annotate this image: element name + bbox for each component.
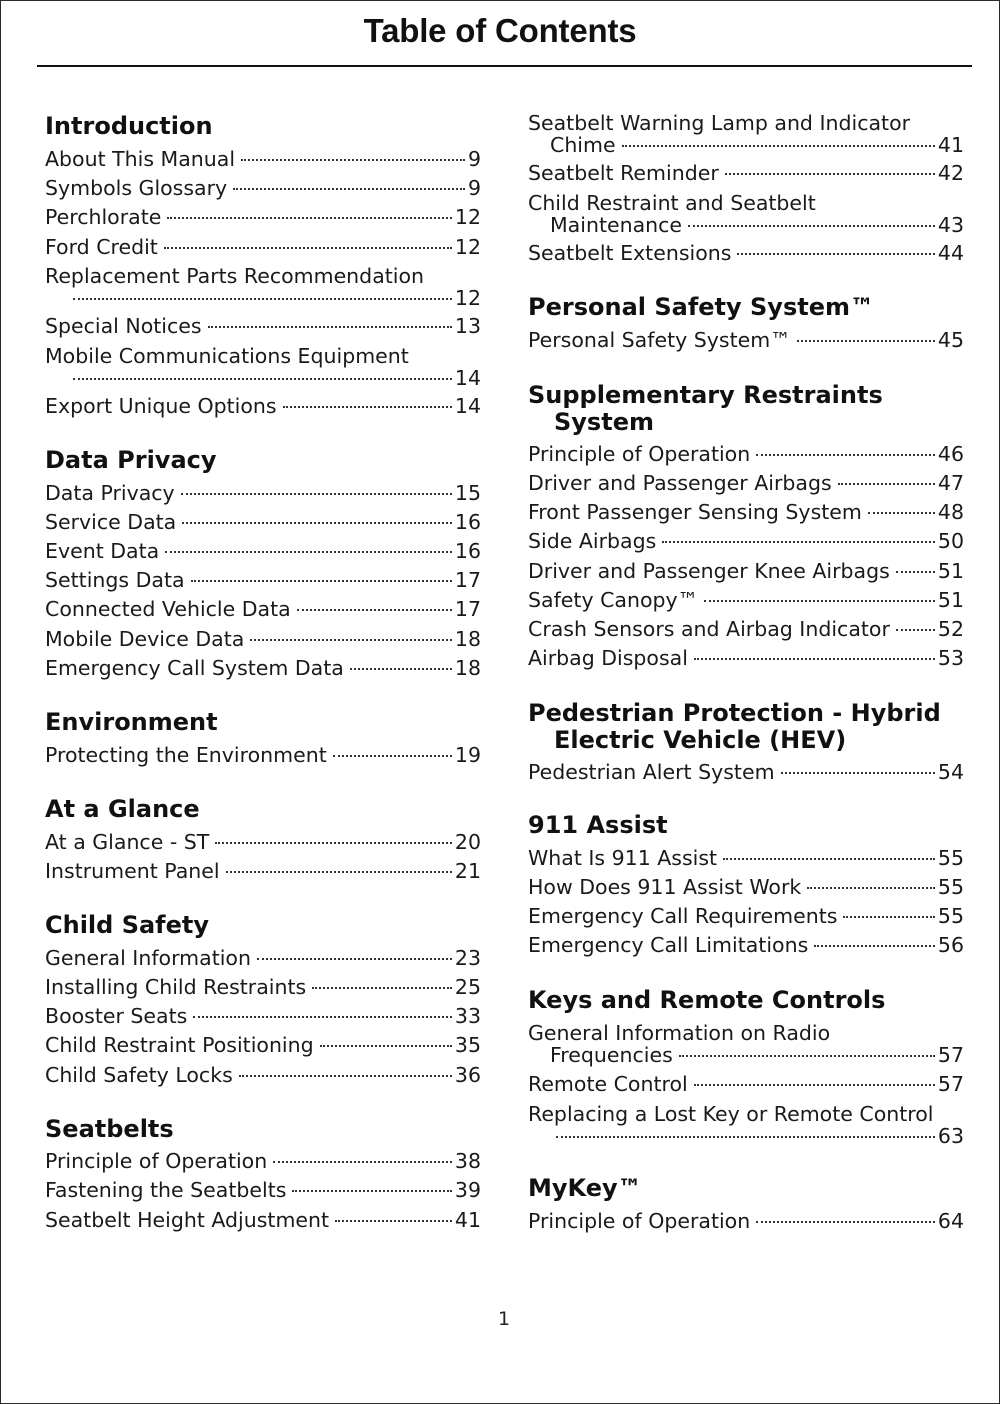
toc-entry-title: Principle of Operation bbox=[528, 442, 751, 466]
toc-entry-page: 21 bbox=[454, 859, 481, 883]
toc-entry-page: 43 bbox=[937, 213, 964, 237]
toc-entry-page: 12 bbox=[454, 235, 481, 259]
toc-entry-title: Seatbelt Warning Lamp and Indicator bbox=[528, 111, 911, 135]
toc-entry-title: Ford Credit bbox=[45, 235, 158, 259]
toc-entry-title: How Does 911 Assist Work bbox=[528, 875, 802, 899]
toc-entry-page: 51 bbox=[937, 559, 964, 583]
toc-entry[interactable] bbox=[528, 845, 964, 871]
toc-entry-title: Replacement Parts Recommendation bbox=[45, 264, 425, 288]
toc-entry-title: Principle of Operation bbox=[45, 1149, 268, 1173]
toc-entry-page: 25 bbox=[454, 975, 481, 999]
toc-entry-page: 14 bbox=[454, 394, 481, 418]
toc-entry-page: 54 bbox=[937, 760, 964, 784]
toc-entry[interactable] bbox=[528, 587, 964, 613]
page-number: 1 bbox=[497, 1308, 511, 1330]
section-heading-mykey: MyKey™ bbox=[528, 1174, 642, 1202]
toc-entry[interactable] bbox=[528, 192, 964, 236]
toc-entry-page: 38 bbox=[454, 1149, 481, 1173]
section-heading-personal-safety-system: Personal Safety System™ bbox=[528, 293, 874, 321]
toc-entry-page: 57 bbox=[937, 1043, 964, 1067]
section-heading-child-safety: Child Safety bbox=[45, 911, 210, 939]
toc-entry-page: 42 bbox=[937, 161, 964, 185]
toc-entry-page: 56 bbox=[937, 933, 964, 957]
toc-entry-page: 55 bbox=[937, 875, 964, 899]
toc-entry-page: 18 bbox=[454, 656, 481, 680]
toc-entry[interactable] bbox=[528, 1022, 964, 1066]
toc-entry-title: General Information on Radio bbox=[528, 1021, 831, 1045]
toc-entry-page: 48 bbox=[937, 500, 964, 524]
toc-entry-title: Settings Data bbox=[45, 568, 185, 592]
toc-entry[interactable] bbox=[528, 327, 964, 353]
toc-entry-title: Event Data bbox=[45, 539, 160, 563]
dot-leader bbox=[556, 1136, 935, 1138]
toc-entry-title-cont: Frequencies bbox=[550, 1043, 673, 1067]
dot-leader bbox=[896, 571, 935, 573]
dot-leader bbox=[781, 772, 935, 774]
dot-leader bbox=[814, 945, 935, 947]
toc-entry-page: 57 bbox=[937, 1072, 964, 1096]
dot-leader bbox=[868, 512, 935, 514]
toc-entry-page: 39 bbox=[454, 1178, 481, 1202]
toc-entry-title: Emergency Call Limitations bbox=[528, 933, 809, 957]
dot-leader bbox=[756, 454, 935, 456]
dot-leader bbox=[725, 173, 935, 175]
toc-entry-title: Driver and Passenger Airbags bbox=[528, 471, 832, 495]
toc-entry-title: Seatbelt Reminder bbox=[528, 161, 719, 185]
dot-leader bbox=[838, 483, 935, 485]
toc-entry-page: 46 bbox=[937, 442, 964, 466]
toc-entry-page: 55 bbox=[937, 904, 964, 928]
section-heading-pedestrian-protection: Pedestrian Protection - Hybrid Electric Vehicle (HEV) bbox=[528, 699, 941, 754]
toc-entry-title: General Information bbox=[45, 946, 251, 970]
toc-entry[interactable] bbox=[528, 470, 964, 496]
toc-entry-title: Symbols Glossary bbox=[45, 176, 228, 200]
dot-leader bbox=[723, 858, 935, 860]
section-heading-911-assist: 911 Assist bbox=[528, 811, 668, 839]
section-heading-environment: Environment bbox=[45, 708, 218, 736]
toc-entry-title: Mobile Communications Equipment bbox=[45, 344, 409, 368]
toc-entry-title: Installing Child Restraints bbox=[45, 975, 307, 999]
toc-entry-page: 16 bbox=[454, 510, 481, 534]
toc-entry-page: 33 bbox=[454, 1004, 481, 1028]
dot-leader bbox=[679, 1055, 935, 1057]
toc-entry[interactable] bbox=[528, 616, 964, 642]
toc-entry-title: Instrument Panel bbox=[45, 859, 220, 883]
toc-entry[interactable] bbox=[528, 932, 964, 958]
toc-entry[interactable] bbox=[528, 499, 964, 525]
toc-entry-title: Child Restraint and Seatbelt bbox=[528, 191, 816, 215]
section-heading-introduction: Introduction bbox=[45, 112, 213, 140]
toc-entry-title: Seatbelt Extensions bbox=[528, 241, 732, 265]
toc-entry[interactable] bbox=[528, 903, 964, 929]
toc-entry-title: Crash Sensors and Airbag Indicator bbox=[528, 617, 890, 641]
dot-leader bbox=[694, 658, 935, 660]
dot-leader bbox=[694, 1084, 935, 1086]
toc-entry-page: 50 bbox=[937, 529, 964, 553]
toc-entry-page: 18 bbox=[454, 627, 481, 651]
toc-entry-page: 51 bbox=[937, 588, 964, 612]
toc-entry-page: 41 bbox=[937, 133, 964, 157]
dot-leader bbox=[662, 541, 935, 543]
toc-entry-page: 63 bbox=[937, 1124, 964, 1148]
toc-entry-page: 41 bbox=[454, 1208, 481, 1232]
toc-entry-title: At a Glance - ST bbox=[45, 830, 210, 854]
toc-entry[interactable] bbox=[528, 441, 964, 467]
toc-entry[interactable] bbox=[528, 528, 964, 554]
toc-entry-title: Perchlorate bbox=[45, 205, 162, 229]
toc-entry-page: 52 bbox=[937, 617, 964, 641]
toc-entry-title: Airbag Disposal bbox=[528, 646, 688, 670]
toc-entry-title: Child Restraint Positioning bbox=[45, 1033, 314, 1057]
toc-entry-page: 44 bbox=[937, 241, 964, 265]
dot-leader bbox=[704, 600, 935, 602]
section-heading-seatbelts: Seatbelts bbox=[45, 1115, 174, 1143]
toc-entry-page: 23 bbox=[454, 946, 481, 970]
toc-entry-title: Special Notices bbox=[45, 314, 202, 338]
toc-entry-page: 20 bbox=[454, 830, 481, 854]
toc-entry-title: Remote Control bbox=[528, 1072, 688, 1096]
toc-entry-page: 9 bbox=[467, 147, 481, 171]
toc-entry-title: Child Safety Locks bbox=[45, 1063, 233, 1087]
toc-entry-title-cont: Chime bbox=[550, 133, 616, 157]
toc-entry-title: What Is 911 Assist bbox=[528, 846, 718, 870]
dot-leader bbox=[807, 887, 935, 889]
toc-entry-title: Export Unique Options bbox=[45, 394, 277, 418]
toc-entry-page: 47 bbox=[937, 471, 964, 495]
toc-entry[interactable] bbox=[528, 112, 964, 156]
toc-entry-page: 45 bbox=[937, 328, 964, 352]
dot-leader bbox=[896, 629, 935, 631]
toc-entry-page: 12 bbox=[454, 286, 481, 310]
toc-entry[interactable] bbox=[528, 645, 964, 671]
toc-entry-page: 17 bbox=[454, 597, 481, 621]
toc-entry-page: 64 bbox=[937, 1209, 964, 1233]
toc-entry-title: Service Data bbox=[45, 510, 177, 534]
toc-entry-title: Emergency Call Requirements bbox=[528, 904, 838, 928]
toc-entry-title: Connected Vehicle Data bbox=[45, 597, 291, 621]
section-heading-data-privacy: Data Privacy bbox=[45, 446, 217, 474]
toc-entry-title: Safety Canopy™ bbox=[528, 588, 699, 612]
toc-entry-title: Fastening the Seatbelts bbox=[45, 1178, 287, 1202]
toc-entry-page: 19 bbox=[454, 743, 481, 767]
toc-entry-title: Principle of Operation bbox=[528, 1209, 751, 1233]
toc-entry-page: 16 bbox=[454, 539, 481, 563]
toc-entry-page: 12 bbox=[454, 205, 481, 229]
toc-entry-title: Pedestrian Alert System bbox=[528, 760, 775, 784]
toc-entry-page: 53 bbox=[937, 646, 964, 670]
toc-entry[interactable] bbox=[528, 759, 964, 785]
toc-entry-title: Booster Seats bbox=[45, 1004, 188, 1028]
toc-entry-page: 14 bbox=[454, 366, 481, 390]
toc-entry[interactable] bbox=[528, 1208, 964, 1234]
toc-entry-title: Side Airbags bbox=[528, 529, 657, 553]
toc-entry-title: Replacing a Lost Key or Remote Control bbox=[528, 1102, 934, 1126]
toc-entry-page: 35 bbox=[454, 1033, 481, 1057]
toc-entry-page: 9 bbox=[467, 176, 481, 200]
toc-entry-page: 15 bbox=[454, 481, 481, 505]
toc-entry[interactable] bbox=[528, 160, 964, 186]
section-heading-supplementary-restraints: Supplementary Restraints System bbox=[528, 381, 883, 436]
section-heading-at-a-glance: At a Glance bbox=[45, 795, 200, 823]
toc-entry-title: Front Passenger Sensing System bbox=[528, 500, 862, 524]
toc-entry[interactable] bbox=[528, 1103, 964, 1147]
section-heading-keys-and-remote-controls: Keys and Remote Controls bbox=[528, 986, 886, 1014]
toc-entry-title: Emergency Call System Data bbox=[45, 656, 344, 680]
dot-leader bbox=[797, 340, 935, 342]
dot-leader bbox=[622, 145, 935, 147]
toc-entry[interactable] bbox=[528, 558, 964, 584]
toc-entry-title: About This Manual bbox=[45, 147, 236, 171]
toc-entry-title: Seatbelt Height Adjustment bbox=[45, 1208, 330, 1232]
dot-leader bbox=[843, 916, 934, 918]
page-title: Table of Contents bbox=[363, 12, 637, 49]
toc-entry-page: 17 bbox=[454, 568, 481, 592]
dot-leader bbox=[688, 225, 935, 227]
toc-entry-page: 55 bbox=[937, 846, 964, 870]
toc-entry[interactable] bbox=[528, 874, 964, 900]
toc-entry-title: Personal Safety System™ bbox=[528, 328, 791, 352]
toc-entry[interactable] bbox=[528, 240, 964, 266]
toc-entry-page: 36 bbox=[454, 1063, 481, 1087]
toc-entry-title: Driver and Passenger Knee Airbags bbox=[528, 559, 890, 583]
toc-entry-title-cont: Maintenance bbox=[550, 213, 683, 237]
toc-entry-title: Mobile Device Data bbox=[45, 627, 245, 651]
dot-leader bbox=[737, 253, 934, 255]
toc-entry-title: Protecting the Environment bbox=[45, 743, 327, 767]
toc-entry[interactable] bbox=[528, 1071, 964, 1097]
toc-entry-page: 13 bbox=[454, 314, 481, 338]
toc-entry-title: Data Privacy bbox=[45, 481, 175, 505]
dot-leader bbox=[756, 1221, 935, 1223]
